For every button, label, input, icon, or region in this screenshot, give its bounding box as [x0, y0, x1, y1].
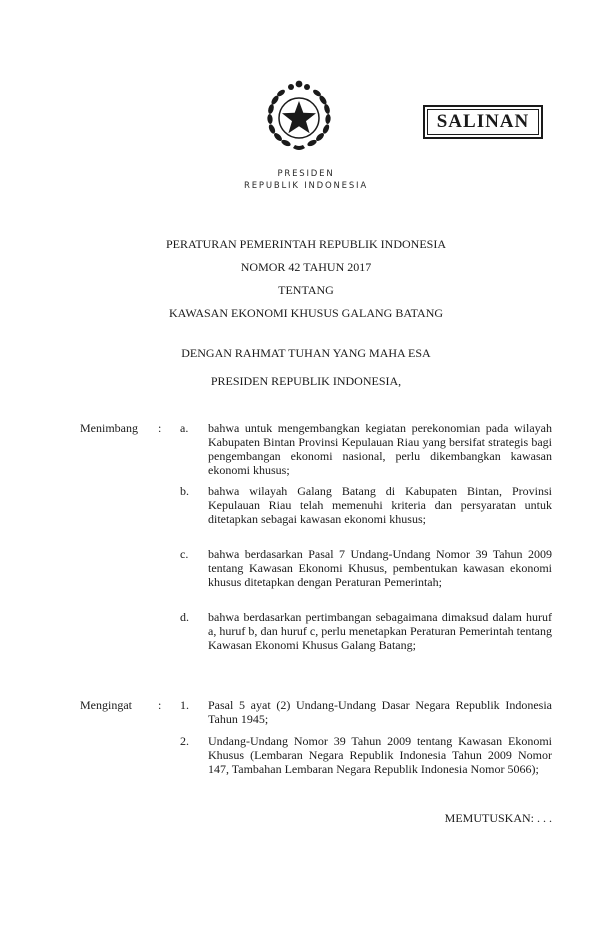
mengingat-colon: : — [158, 698, 162, 712]
menimbang-marker-c: c. — [180, 547, 189, 561]
mengingat-marker-1: 1. — [180, 698, 189, 712]
mengingat-item-1: Pasal 5 ayat (2) Undang-Undang Dasar Negara Republik Indonesia Tahun 1945; — [208, 698, 552, 726]
salinan-stamp — [423, 105, 543, 139]
regulation-about: TENTANG — [278, 283, 334, 297]
regulation-title: PERATURAN PEMERINTAH REPUBLIK INDONESIA — [165, 237, 447, 251]
stamp-label: SALINAN — [436, 111, 530, 132]
menimbang-colon: : — [158, 421, 162, 435]
menimbang-item-a: bahwa untuk mengembangkan kegiatan perekonomian pada wilayah Kabupaten Bintan Provinsi Kepulauan Riau yang bersifat strategis bagi pengembangan ekonomi nasional, perlu dikembangkan kawasan ekonomi khusus; — [208, 421, 552, 477]
menimbang-item-c: bahwa berdasarkan Pasal 7 Undang-Undang Nomor 39 Tahun 2009 tentang Kawasan Ekonomi Khusus, pembentukan kawasan ekonomi khusus ditetapkan dengan Peraturan Pemerintah; — [208, 547, 552, 589]
mengingat-marker-2: 2. — [180, 734, 189, 748]
menimbang-marker-b: b. — [180, 484, 189, 498]
mengingat-label: Mengingat — [80, 698, 132, 712]
regulation-subject: KAWASAN EKONOMI KHUSUS GALANG BATANG — [168, 306, 444, 320]
invocation: DENGAN RAHMAT TUHAN YANG MAHA ESA — [181, 346, 431, 360]
next-page-indicator: MEMUTUSKAN: . . . — [444, 811, 552, 825]
menimbang-label: Menimbang — [80, 421, 138, 435]
menimbang-item-d: bahwa berdasarkan pertimbangan sebagaimana dimaksud dalam huruf a, huruf b, dan huruf c, perlu menetapkan Peraturan Pemerintah tentang Kawasan Ekonomi Khusus Galang Batang; — [208, 610, 552, 652]
mengingat-item-2: Undang-Undang Nomor 39 Tahun 2009 tentang Kawasan Ekonomi Khusus (Lembaran Negara Republik Indonesia Tahun 2009 Nomor 147, Tambahan Lembaran Negara Republik Indonesia Nomor 5066); — [208, 734, 552, 776]
garuda-star-emblem-icon — [261, 78, 337, 154]
regulation-number: NOMOR 42 TAHUN 2017 — [240, 260, 372, 274]
menimbang-item-b: bahwa wilayah Galang Batang di Kabupaten Bintan, Provinsi Kepulauan Riau telah memenuhi kriteria dan persyaratan untuk ditetapkan sebagai kawasan ekonomi khusus; — [208, 484, 552, 526]
menimbang-marker-a: a. — [180, 421, 189, 435]
issuer: PRESIDEN REPUBLIK INDONESIA, — [210, 374, 402, 388]
caption-presiden: PRESIDEN — [277, 169, 335, 179]
caption-republik-indonesia: REPUBLIK INDONESIA — [244, 181, 368, 191]
menimbang-marker-d: d. — [180, 610, 189, 624]
